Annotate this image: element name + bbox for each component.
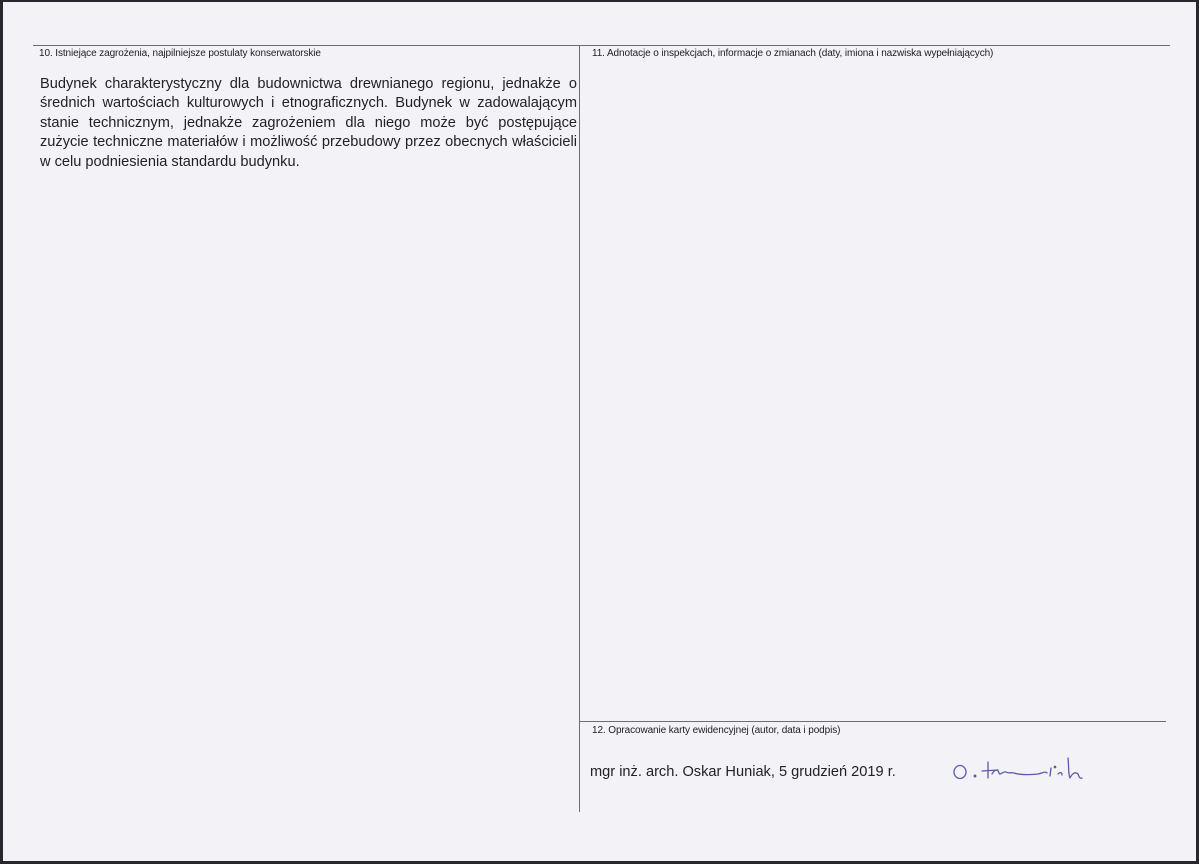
section-10-body: Budynek charakterystyczny dla budownictwa drewnianego regionu, jednakże o średnich wartościach kulturowych i etnograficznych. Budynek w zadowalającym stanie technicznym, jednakże zagrożeniem dla niego może być postępujące zużycie techniczne materiałów i możliwość przebudowy przez obecnych właścicieli w celu podniesienia standardu budynku. xyxy=(40,76,577,170)
author-line: mgr inż. arch. Oskar Huniak, 5 grudzień 2019 r. xyxy=(590,764,896,780)
section-10-label: 10. Istniejące zagrożenia, najpilniejsze postulaty konserwatorskie xyxy=(39,48,321,59)
signature-icon xyxy=(948,752,1098,792)
section-12-label: 12. Opracowanie karty ewidencyjnej (autor, data i podpis) xyxy=(592,725,841,736)
section-12-divider xyxy=(579,721,1166,722)
section-11-label: 11. Adnotacje o inspekcjach, informacje o zmianach (daty, imiona i nazwiska wypełniających) xyxy=(592,48,994,59)
column-divider xyxy=(579,45,580,812)
document-page xyxy=(3,2,1196,861)
top-divider xyxy=(33,45,1170,46)
